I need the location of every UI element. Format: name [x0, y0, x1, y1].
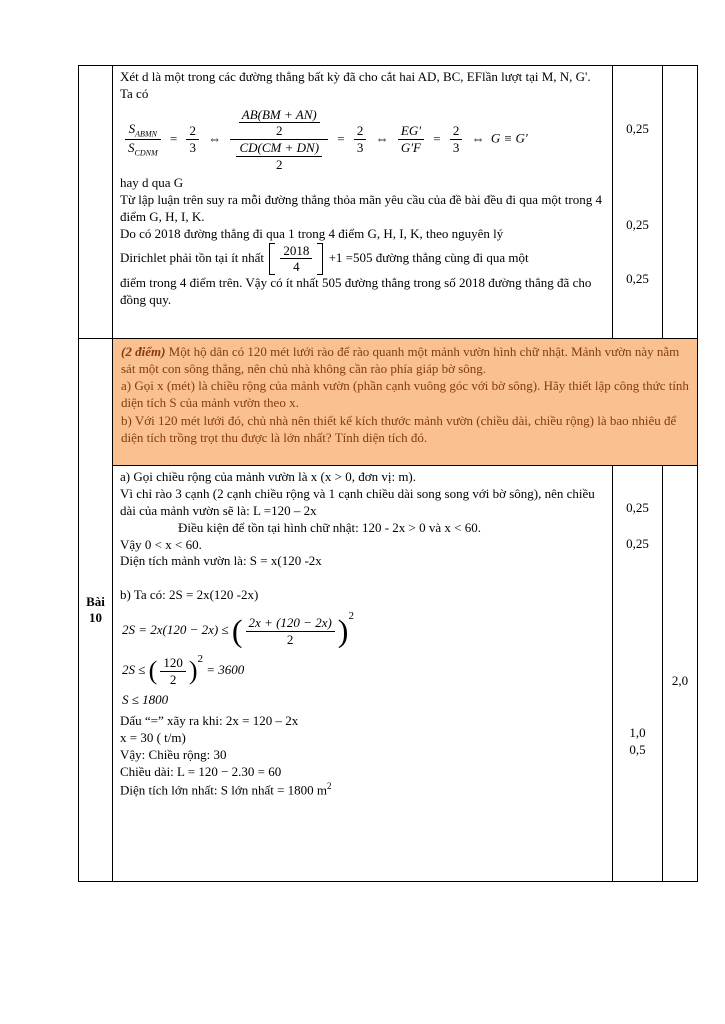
statement-part-b: b) Với 120 mét lưới đó, chủ nhà nên thiết kế kích thước mảnh vườn (chiều dài, chiều rộng) là bao nhiêu để diện tích trồng trọt thu được là lớn nhất? Tính diện tích đó. — [121, 412, 677, 445]
row1-content-cell — [113, 66, 613, 339]
left-paren: ( — [148, 656, 158, 686]
formula-lhs: 2S = 2x(120 − 2x) ≤ — [122, 622, 229, 638]
max-area-text: Diện tích lớn nhất: S lớn nhất = 1800 m — [120, 782, 328, 798]
row1-dirichlet-setup: Do có 2018 đường thẳng đi qua 1 trong 4 điểm G, H, I, K, theo nguyên lý — [120, 225, 504, 241]
squared-exponent: 2 — [327, 780, 332, 791]
statement-part-a: a) Gọi x (mét) là chiều rộng của mảnh vườn (phần cạnh vuông góc với bờ sông). Hãy thiết lập công thức tính diện tích S của mảnh vườn theo x. — [121, 378, 689, 411]
points-value: 1,0 — [629, 725, 646, 740]
frac-num: 2 — [354, 123, 367, 140]
points-value: 0,25 — [626, 271, 649, 286]
frac-den: 3 — [452, 139, 460, 155]
bound-formula — [122, 652, 605, 687]
fraction-inner-bottom — [236, 140, 322, 172]
exponent: 2 — [348, 610, 354, 623]
fraction-two-thirds — [186, 123, 199, 155]
fraction-amgm — [246, 615, 335, 647]
area-ratio-formula — [122, 107, 605, 172]
frac-num: 2x + (120 − 2x) — [246, 615, 335, 632]
x-value: x = 30 ( t/m) — [120, 730, 186, 746]
frac-den: 3 — [189, 139, 196, 155]
equality-condition: Dấu “=” xãy ra khi: 2x = 120 – 2x — [120, 713, 299, 729]
problem-statement-cell — [113, 339, 697, 466]
points-note: (2 điểm) — [121, 344, 166, 359]
row1-deduction: Từ lập luận trên suy ra mỗi đường thẳng thỏa mãn yêu cầu của đề bài đều đi qua một trong 4 điểm G, H, I, K. — [120, 192, 602, 224]
spacer-line — [120, 570, 605, 587]
frac-den: 2 — [286, 631, 294, 647]
solution-a-line2: Vì chỉ rào 3 cạnh (2 cạnh chiều rộng và 1 cạnh chiều dài song song với bờ sông), nên chiều dài của mảnh vườn sẽ là: L =120 – 2x — [120, 485, 595, 518]
points-value: 0,25 — [626, 536, 649, 551]
points-value: 0,25 — [626, 217, 649, 232]
formula-rhs: = 3600 — [206, 662, 245, 678]
frac-den: 2 — [276, 156, 283, 172]
statement-intro — [121, 343, 689, 377]
points-value: 0,25 — [626, 500, 649, 515]
amgm-inequality-formula — [122, 609, 605, 647]
left-paren: ( — [231, 612, 243, 649]
frac-num: CD(CM + DN) — [236, 140, 322, 157]
s-bound-formula: S ≤ 1800 — [122, 692, 169, 708]
problem-label: Bài — [86, 593, 105, 609]
frac-num — [125, 121, 161, 140]
iff-arrow: ⇔ — [471, 131, 485, 147]
solution-points-cell — [613, 466, 663, 881]
length-result: Chiều dài: L = 120 − 2.30 = 60 — [120, 763, 282, 779]
row1-points-cell — [613, 66, 663, 339]
exponent: 2 — [197, 653, 203, 666]
math-symbol: S — [128, 139, 135, 155]
fraction-inner-top — [239, 107, 320, 139]
problem-number-cell — [79, 339, 113, 881]
fraction-120-2 — [160, 655, 186, 687]
frac-den: 3 — [356, 139, 364, 155]
points-value: 0,5 — [629, 742, 646, 757]
statement-intro-text: Một hộ dân có 120 mét lưới rào để rào quanh một mảnh vườn hình chữ nhật. Mảnh vườn này nằm sát một con sông thẳng, nên chủ nhà không cần rào phía giáp bờ sông. — [121, 344, 680, 377]
row1-line-hay-d-qua-g: hay d qua G — [120, 175, 184, 191]
fraction-2018-4 — [280, 243, 312, 275]
frac-num — [230, 107, 328, 140]
formula-lhs: 2S ≤ — [122, 662, 146, 678]
frac-den: G'F — [400, 139, 421, 155]
total-points-value: 2,0 — [671, 673, 689, 688]
solution-cell — [113, 466, 613, 881]
floor-bracket-fraction — [269, 243, 323, 275]
row1-conclusion: điểm trong 4 điểm trên. Vậy có ít nhất 505 đường thẳng trong số 2018 đường thẳng đã cho đồng quy. — [120, 274, 592, 307]
points-value: 0,25 — [626, 121, 649, 136]
equals-sign: = — [169, 131, 178, 147]
frac-num: 2018 — [280, 243, 312, 260]
right-paren: ) — [337, 612, 349, 649]
frac-den: 4 — [293, 259, 300, 275]
fraction-nested-areas — [230, 107, 328, 172]
iff-arrow: ⇔ — [375, 131, 389, 147]
fraction-two-thirds — [354, 123, 367, 155]
frac-num: AB(BM + AN) — [239, 107, 320, 124]
frac-num: EG' — [398, 123, 424, 140]
frac-den: 2 — [169, 671, 177, 687]
math-subscript: ABMN — [135, 129, 157, 139]
solution-a-area: Diện tích mảnh vườn là: S = x(120 -2x — [120, 553, 322, 569]
total-points-cell — [663, 466, 697, 881]
row1-number-cell — [79, 66, 113, 339]
solution-a-condition: Điều kiện để tồn tại hình chữ nhật: 120 - 2x > 0 và x < 60. — [178, 519, 481, 535]
left-bracket — [269, 243, 275, 275]
frac-num: 120 — [160, 655, 186, 672]
equals-sign: = — [337, 131, 345, 147]
solution-b-line1: b) Ta có: 2S = 2x(120 -2x) — [120, 587, 259, 603]
max-area-result — [120, 781, 605, 799]
frac-den: 2 — [276, 123, 283, 139]
frac-den — [230, 140, 328, 172]
conclusion-g-equiv: G ≡ G' — [490, 130, 528, 146]
frac-num: 2 — [186, 123, 199, 140]
right-bracket — [317, 243, 323, 275]
fraction-eg-gf — [398, 123, 424, 155]
frac-den — [125, 140, 161, 158]
solution-a-line1: a) Gọi chiều rộng của mảnh vườn là x (x > 0, đơn vị: m). — [120, 469, 417, 484]
problem-number: 10 — [89, 610, 102, 625]
row1-total-cell — [663, 66, 697, 339]
fraction-s-ratio — [125, 121, 161, 158]
fraction-two-thirds — [450, 123, 463, 155]
iff-arrow: ⇔ — [208, 131, 222, 147]
answer-table — [78, 65, 698, 882]
math-subscript: CDNM — [134, 148, 158, 158]
width-result: Vậy: Chiều rộng: 30 — [120, 747, 227, 763]
math-symbol: S — [128, 120, 136, 136]
row1-intro: Xét d là một trong các đường thẳng bất kỳ đã cho cắt hai AD, BC, EFlần lượt tại M, N, G'. Ta có — [120, 69, 591, 101]
frac-num: 2 — [450, 123, 463, 140]
dirichlet-prefix: Dirichlet phải tồn tại ít nhất — [120, 249, 265, 265]
dirichlet-suffix: +1 =505 đường thẳng cùng đi qua một — [328, 249, 529, 265]
dirichlet-formula-line — [120, 243, 605, 275]
right-paren: ) — [188, 656, 198, 686]
solution-a-range: Vậy 0 < x < 60. — [120, 536, 202, 552]
equals-sign: = — [433, 131, 441, 147]
